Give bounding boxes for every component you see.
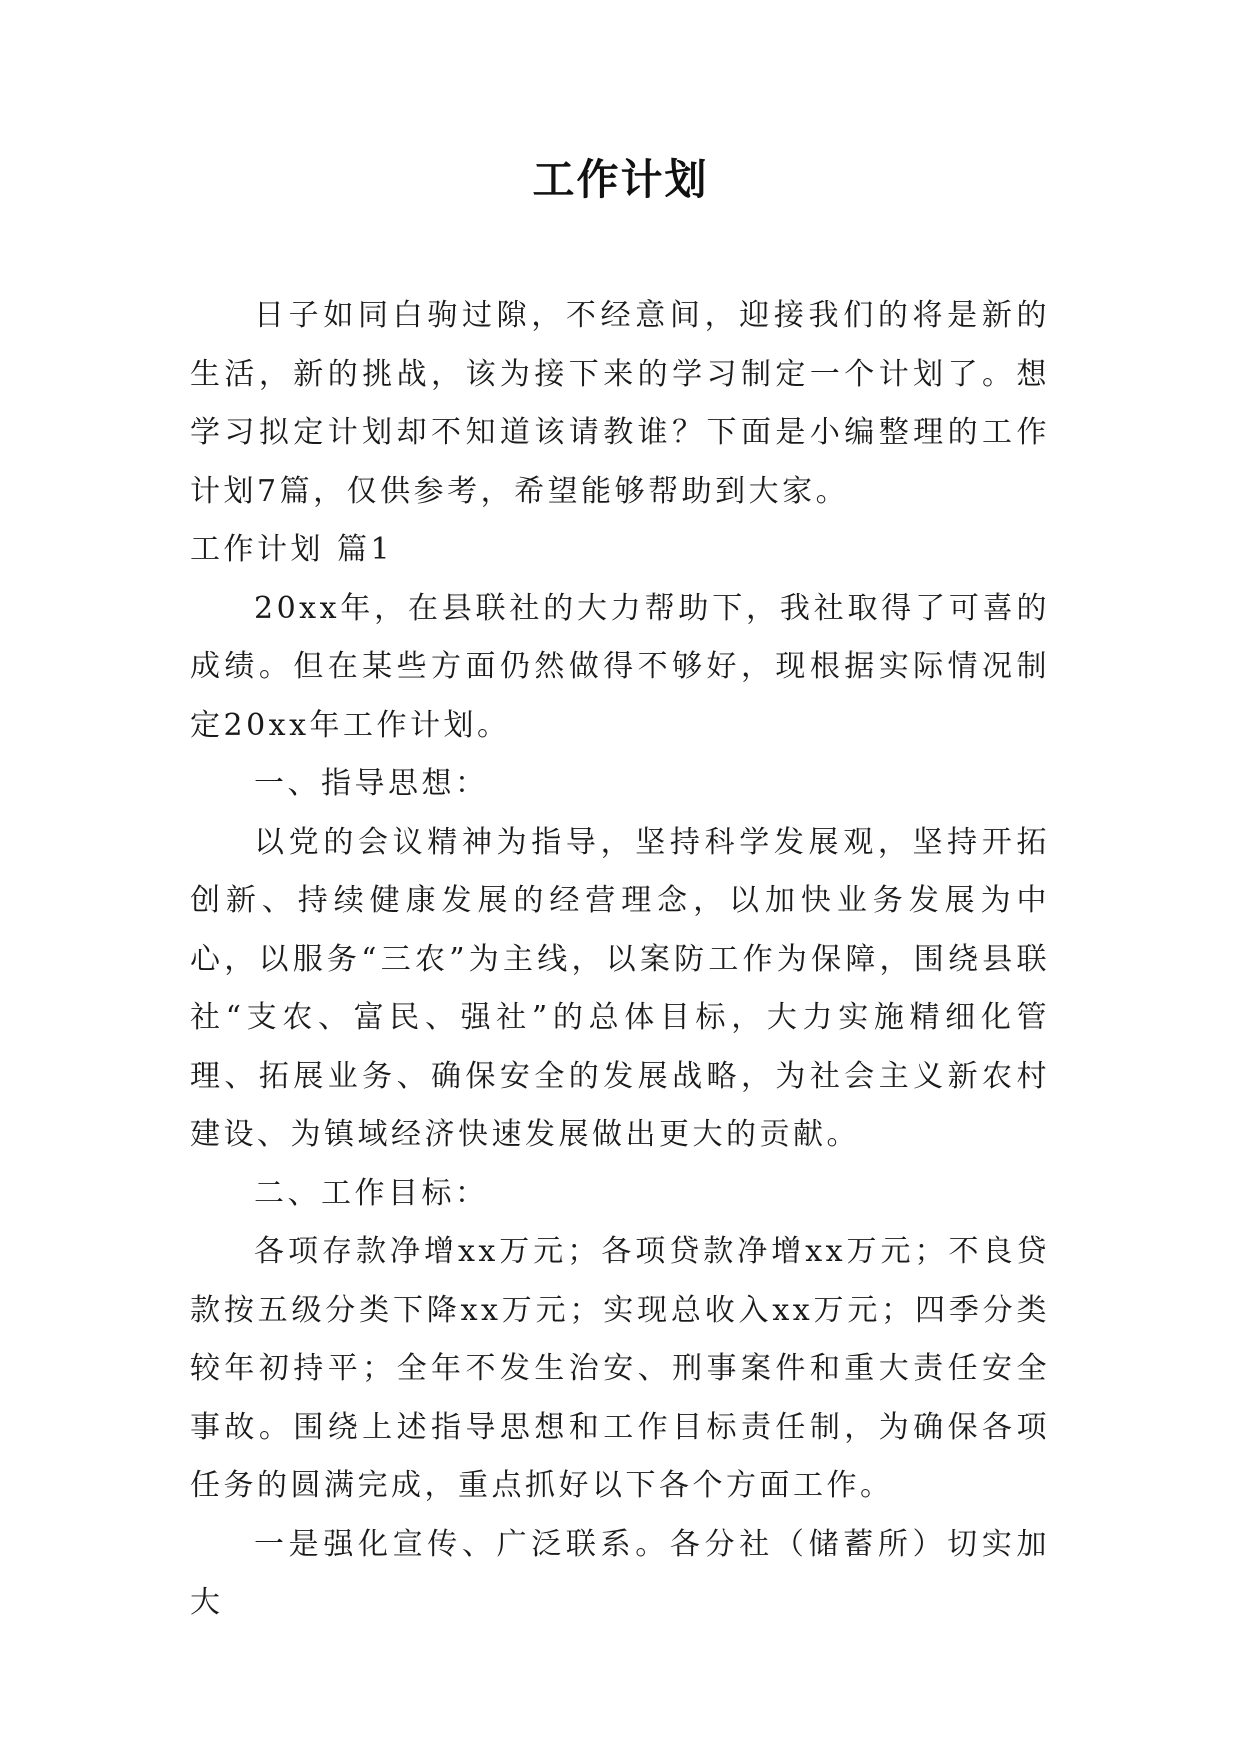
subsection-heading: 二、工作目标： — [254, 1175, 489, 1211]
subsection-heading: 一、指导思想： — [254, 766, 489, 801]
document-body — [190, 287, 1050, 1633]
body-paragraph: 20xx年，在县联社的大力帮助下，我社取得了可喜的成绩。但在某些方面仍然做得不够好，现根据实际情况制定20xx年工作计划。 — [190, 590, 1050, 743]
body-paragraph: 各项存款净增xx万元；各项贷款净增xx万元；不良贷款按五级分类下降xx万元；实现总收入xx万元；四季分类较年初持平；全年不发生治安、刑事案件和重大责任安全事故。围绕上述指导思想和工作目标责任制，为确保各项任务的圆满完成，重点抓好以下各个方面工作。 — [190, 1234, 1050, 1503]
intro-paragraph: 日子如同白驹过隙，不经意间，迎接我们的将是新的生活，新的挑战，该为接下来的学习制定一个计划了。想学习拟定计划却不知道该请教谁？下面是小编整理的工作计划7篇，仅供参考，希望能够帮助到大家。 — [190, 298, 1050, 509]
body-paragraph: 一是强化宣传、广泛联系。各分社（储蓄所）切实加大 — [190, 1526, 1050, 1620]
section-heading: 工作计划 篇1 — [190, 532, 394, 567]
page-title: 工作计划 — [532, 155, 709, 204]
body-paragraph: 以党的会议精神为指导，坚持科学发展观，坚持开拓创新、持续健康发展的经营理念，以加快业务发展为中心，以服务“三农”为主线，以案防工作为保障，围绕县联社“支农、富民、强社”的总体目标，大力实施精细化管理、拓展业务、确保安全的发展战略，为社会主义新农村建设、为镇域经济快速发展做出更大的贡献。 — [190, 824, 1050, 1152]
